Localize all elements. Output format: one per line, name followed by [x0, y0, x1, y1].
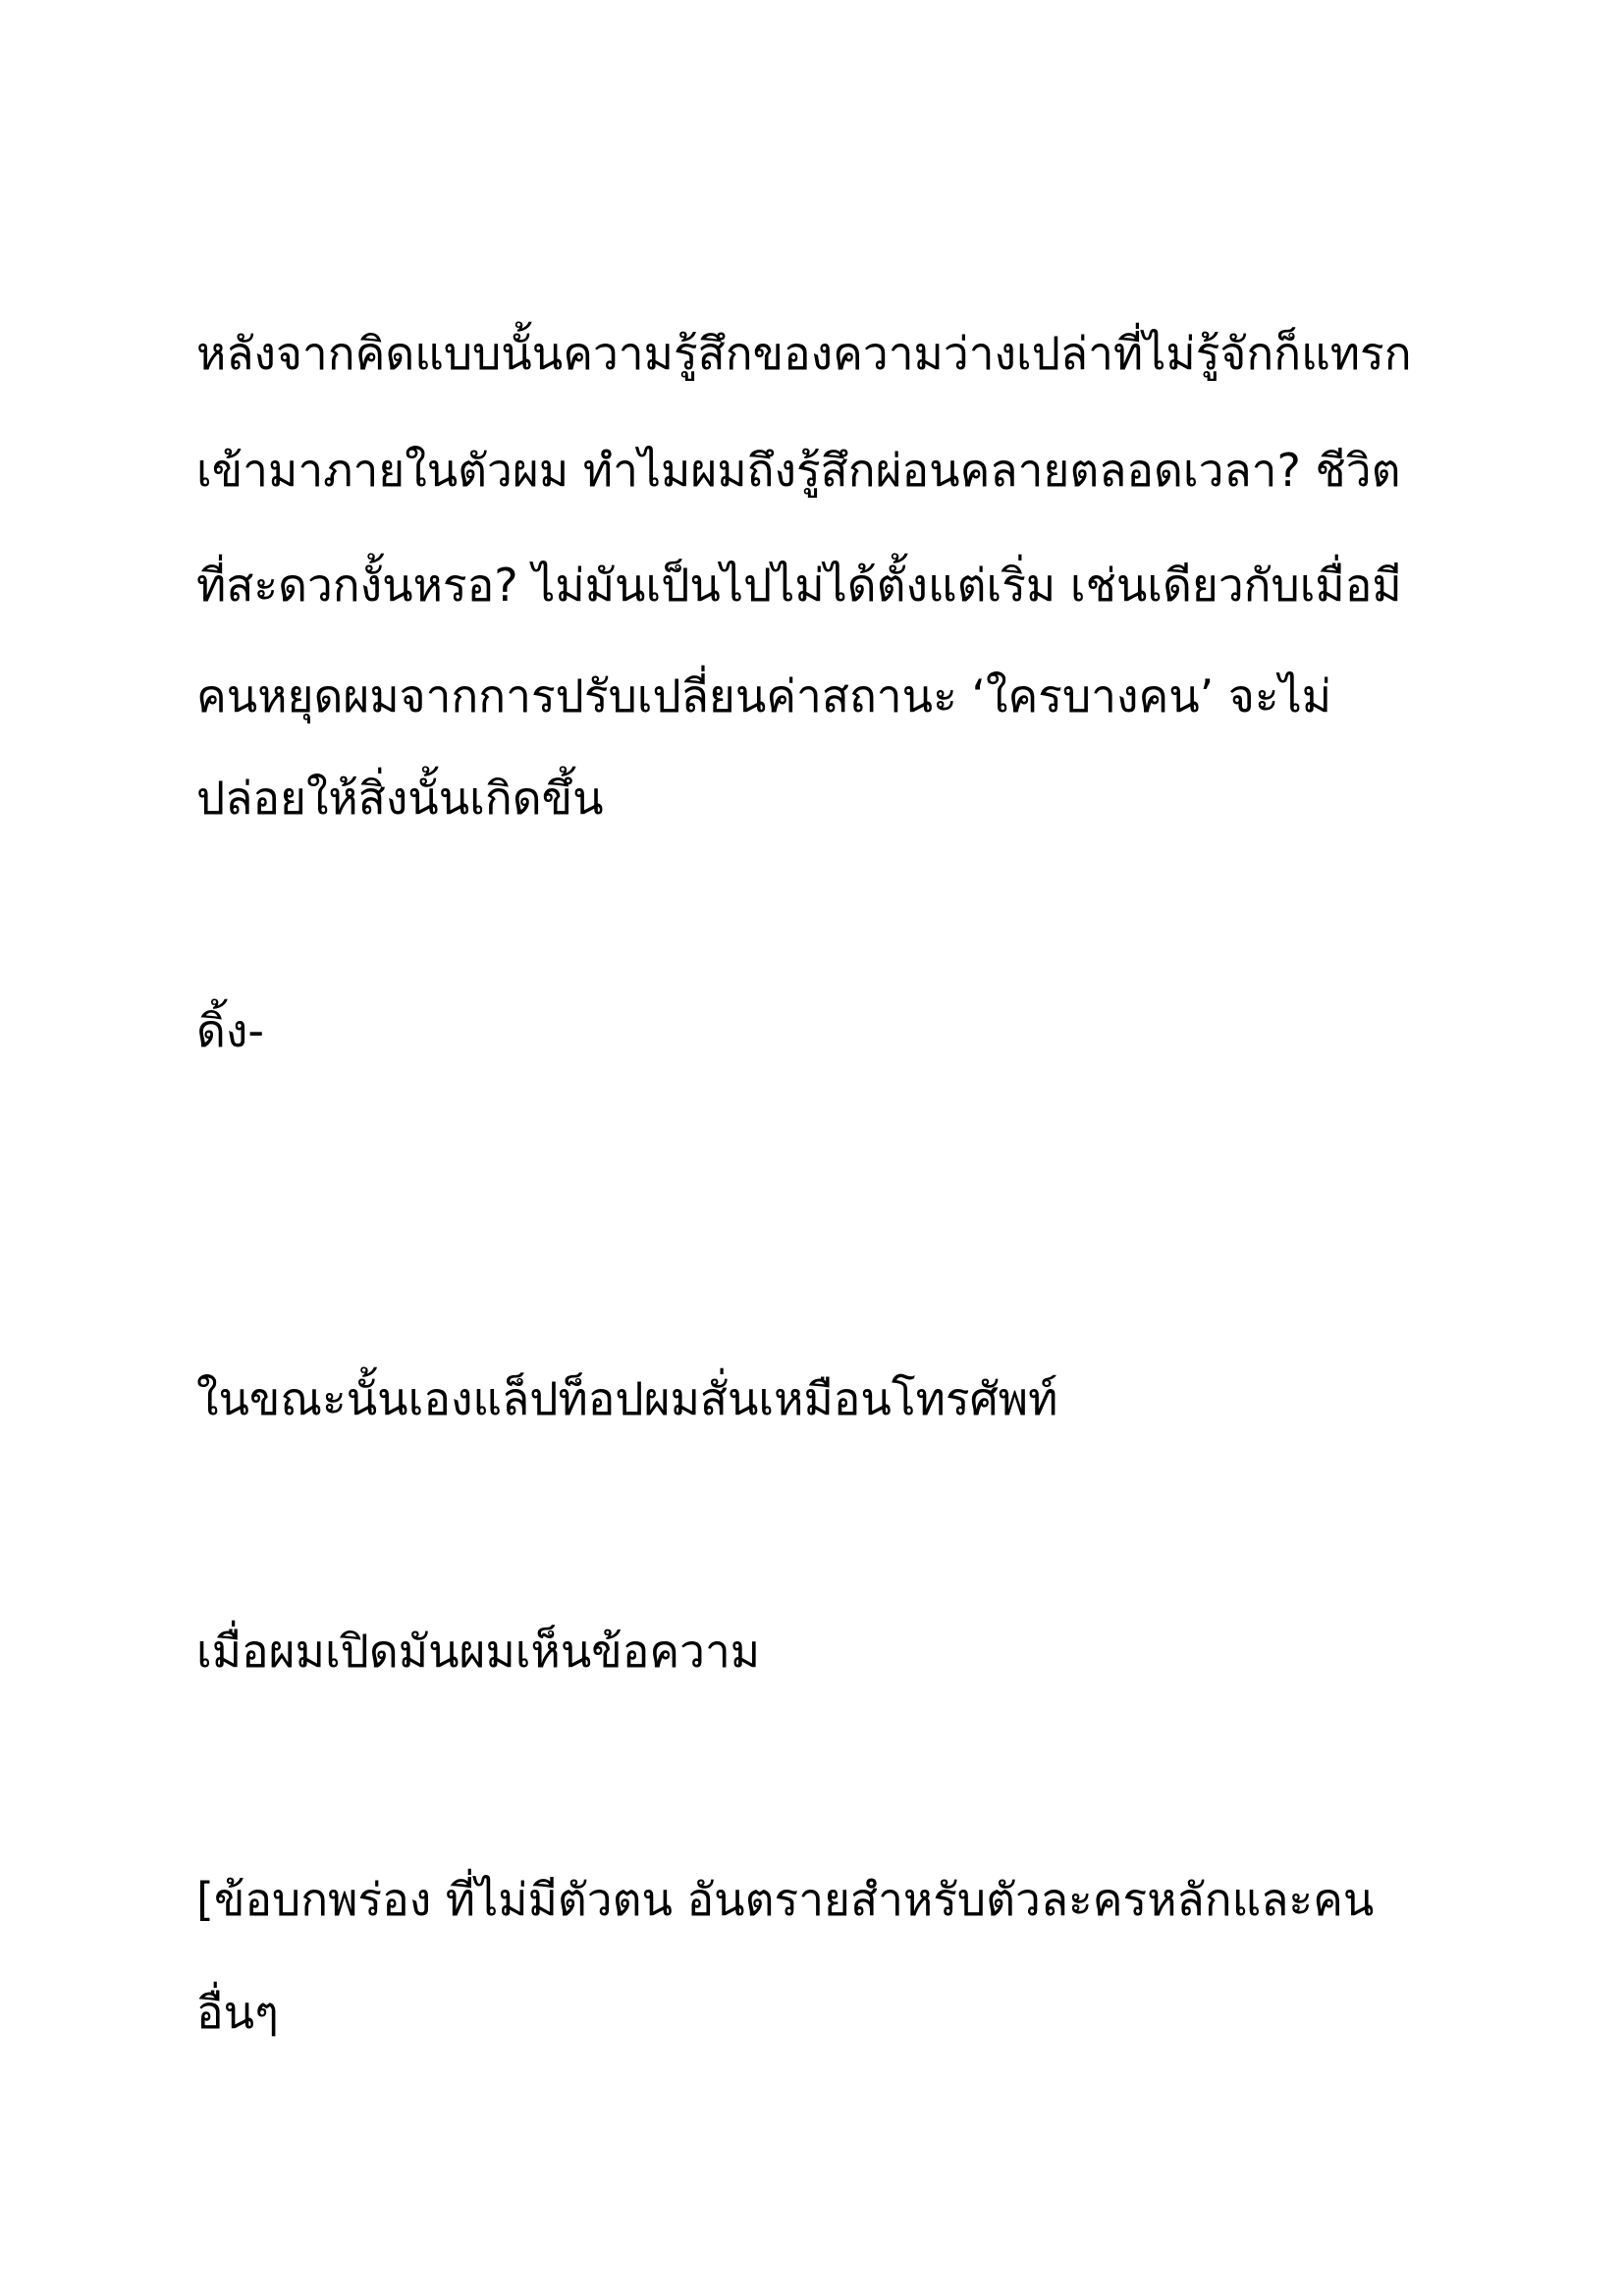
paragraph-1-line-4: คนหยุดผมจากการปรับเปลี่ยนค่าสถานะ ‘ใครบางคน’ จะไม่	[196, 669, 1332, 722]
paragraph-2: ในขณะนั้นเองแล็ปท็อปผมสั่นเหมือนโทรศัพท์	[196, 1372, 1058, 1425]
paragraph-1-line-5: ปล่อยให้สิ่งนั้นเกิดขึ้น	[196, 772, 604, 825]
system-message-line-1: [ข้อบกพร่อง ที่ไม่มีตัวตน อันตรายสำหรับตัวละครหลักและคน	[196, 1873, 1375, 1926]
system-message-line-2: อื่นๆ	[196, 1986, 279, 2039]
paragraph-1-line-1: หลังจากคิดแบบนั้นความรู้สึกของความว่างเปล่าที่ไม่รู้จักก็แทรก	[196, 327, 1412, 380]
paragraph-1-line-2: เข้ามาภายในตัวผม ทำไมผมถึงรู้สึกผ่อนคลายตลอดเวลา? ชีวิต	[196, 444, 1401, 497]
sound-effect: ดิ้ง-	[196, 1004, 264, 1057]
paragraph-3: เมื่อผมเปิดมันผมเห็นข้อความ	[196, 1625, 761, 1678]
paragraph-1-line-3: ที่สะดวกงั้นหรอ? ไม่มันเป็นไปไม่ได้ตั้งแต่เริ่ม เช่นเดียวกับเมื่อมี	[196, 559, 1402, 612]
